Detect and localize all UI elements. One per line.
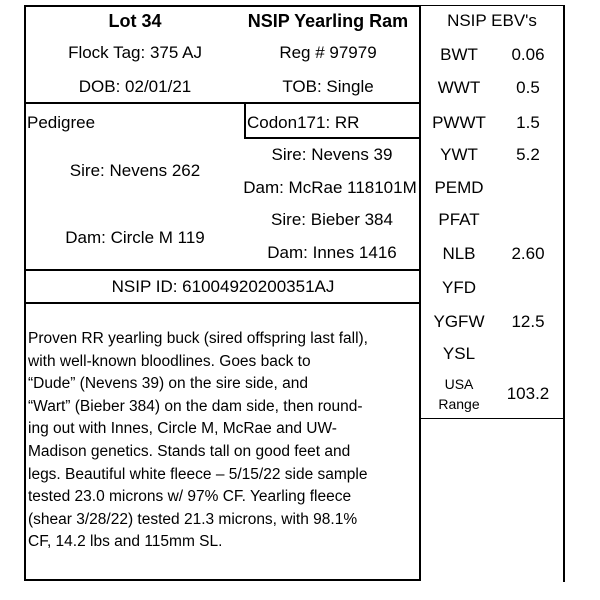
ebv-value-ywt: 5.2 [516, 145, 540, 164]
description-text: Proven RR yearling buck (sired offspring last fall), with well-known bloodlines. Goes back to “Dude” (Nevens 39) on the sire side, and “Wart” (Bieber 384) on the dam side, then round- ing out with Innes, Circle M, McRae and UW- Madison genetics. Stands tall on good feet and legs. Beautiful white fleece – 5/15/22 side sample tested 23.0 microns w/ 97% CF. Yearling fleece (shear 3/28/22) tested 21.3 microns, with 98.1% CF, 14.2 lbs and 115mm SL. [28, 330, 368, 551]
ebv-label-wwt: WWT [437, 78, 481, 97]
ebv-top-border [419, 5, 565, 6]
usa-range-label-line1: USA [444, 376, 474, 392]
usa-range-label [424, 374, 494, 414]
ebv-label-ygfw: YGFW [433, 312, 485, 331]
type-of-birth: TOB: Single [282, 77, 374, 96]
nsip-id: NSIP ID: 61004920200351AJ [111, 277, 335, 296]
ebv-label-ywt: YWT [440, 145, 478, 164]
outer-border-top [24, 5, 420, 7]
separator-nsip [24, 302, 420, 304]
ebv-label-bwt: BWT [440, 45, 478, 64]
codon-box-left [244, 102, 246, 139]
date-of-birth: DOB: 02/01/21 [78, 77, 192, 96]
ebv-bottom-rule [419, 418, 565, 419]
separator-pedigree [24, 269, 420, 271]
outer-border-bottom [24, 579, 420, 581]
codon-value: Codon171: RR [247, 113, 360, 132]
codon-box-bottom [244, 137, 420, 139]
sire-name: Sire: Nevens 262 [69, 161, 201, 180]
flock-tag: Flock Tag: 375 AJ [68, 43, 202, 62]
sire-sire-name: Sire: Nevens 39 [271, 145, 393, 164]
ebv-label-pemd: PEMD [434, 178, 484, 197]
pedigree-label: Pedigree [27, 113, 96, 132]
lot-number: Lot 34 [108, 11, 162, 31]
dam-dam-name: Dam: Innes 1416 [267, 243, 397, 262]
ebv-value-nlb: 2.60 [511, 244, 545, 263]
ebv-right-border [563, 5, 565, 582]
usa-range-label-line2: Range [438, 396, 480, 412]
ebv-label-pwwt: PWWT [432, 113, 486, 132]
separator-header [24, 102, 420, 104]
ebv-label-nlb: NLB [442, 244, 476, 263]
registration-number: Reg # 97979 [279, 43, 377, 62]
ebv-label-ysl: YSL [442, 344, 476, 363]
sire-dam-name: Dam: McRae 118101M [243, 178, 417, 197]
ebv-value-ygfw: 12.5 [511, 312, 545, 331]
ebv-value-wwt: 0.5 [516, 78, 540, 97]
dam-sire-name: Sire: Bieber 384 [271, 210, 393, 229]
ebv-label-yfd: YFD [442, 278, 476, 297]
dam-name: Dam: Circle M 119 [65, 228, 205, 247]
page-title: NSIP Yearling Ram [247, 11, 409, 31]
ebv-label-pfat: PFAT [438, 210, 480, 229]
usa-range-value: 103.2 [506, 384, 550, 403]
ebv-value-bwt: 0.06 [511, 45, 545, 64]
ebv-title: NSIP EBV's [447, 11, 537, 30]
ebv-value-pwwt: 1.5 [516, 113, 540, 132]
